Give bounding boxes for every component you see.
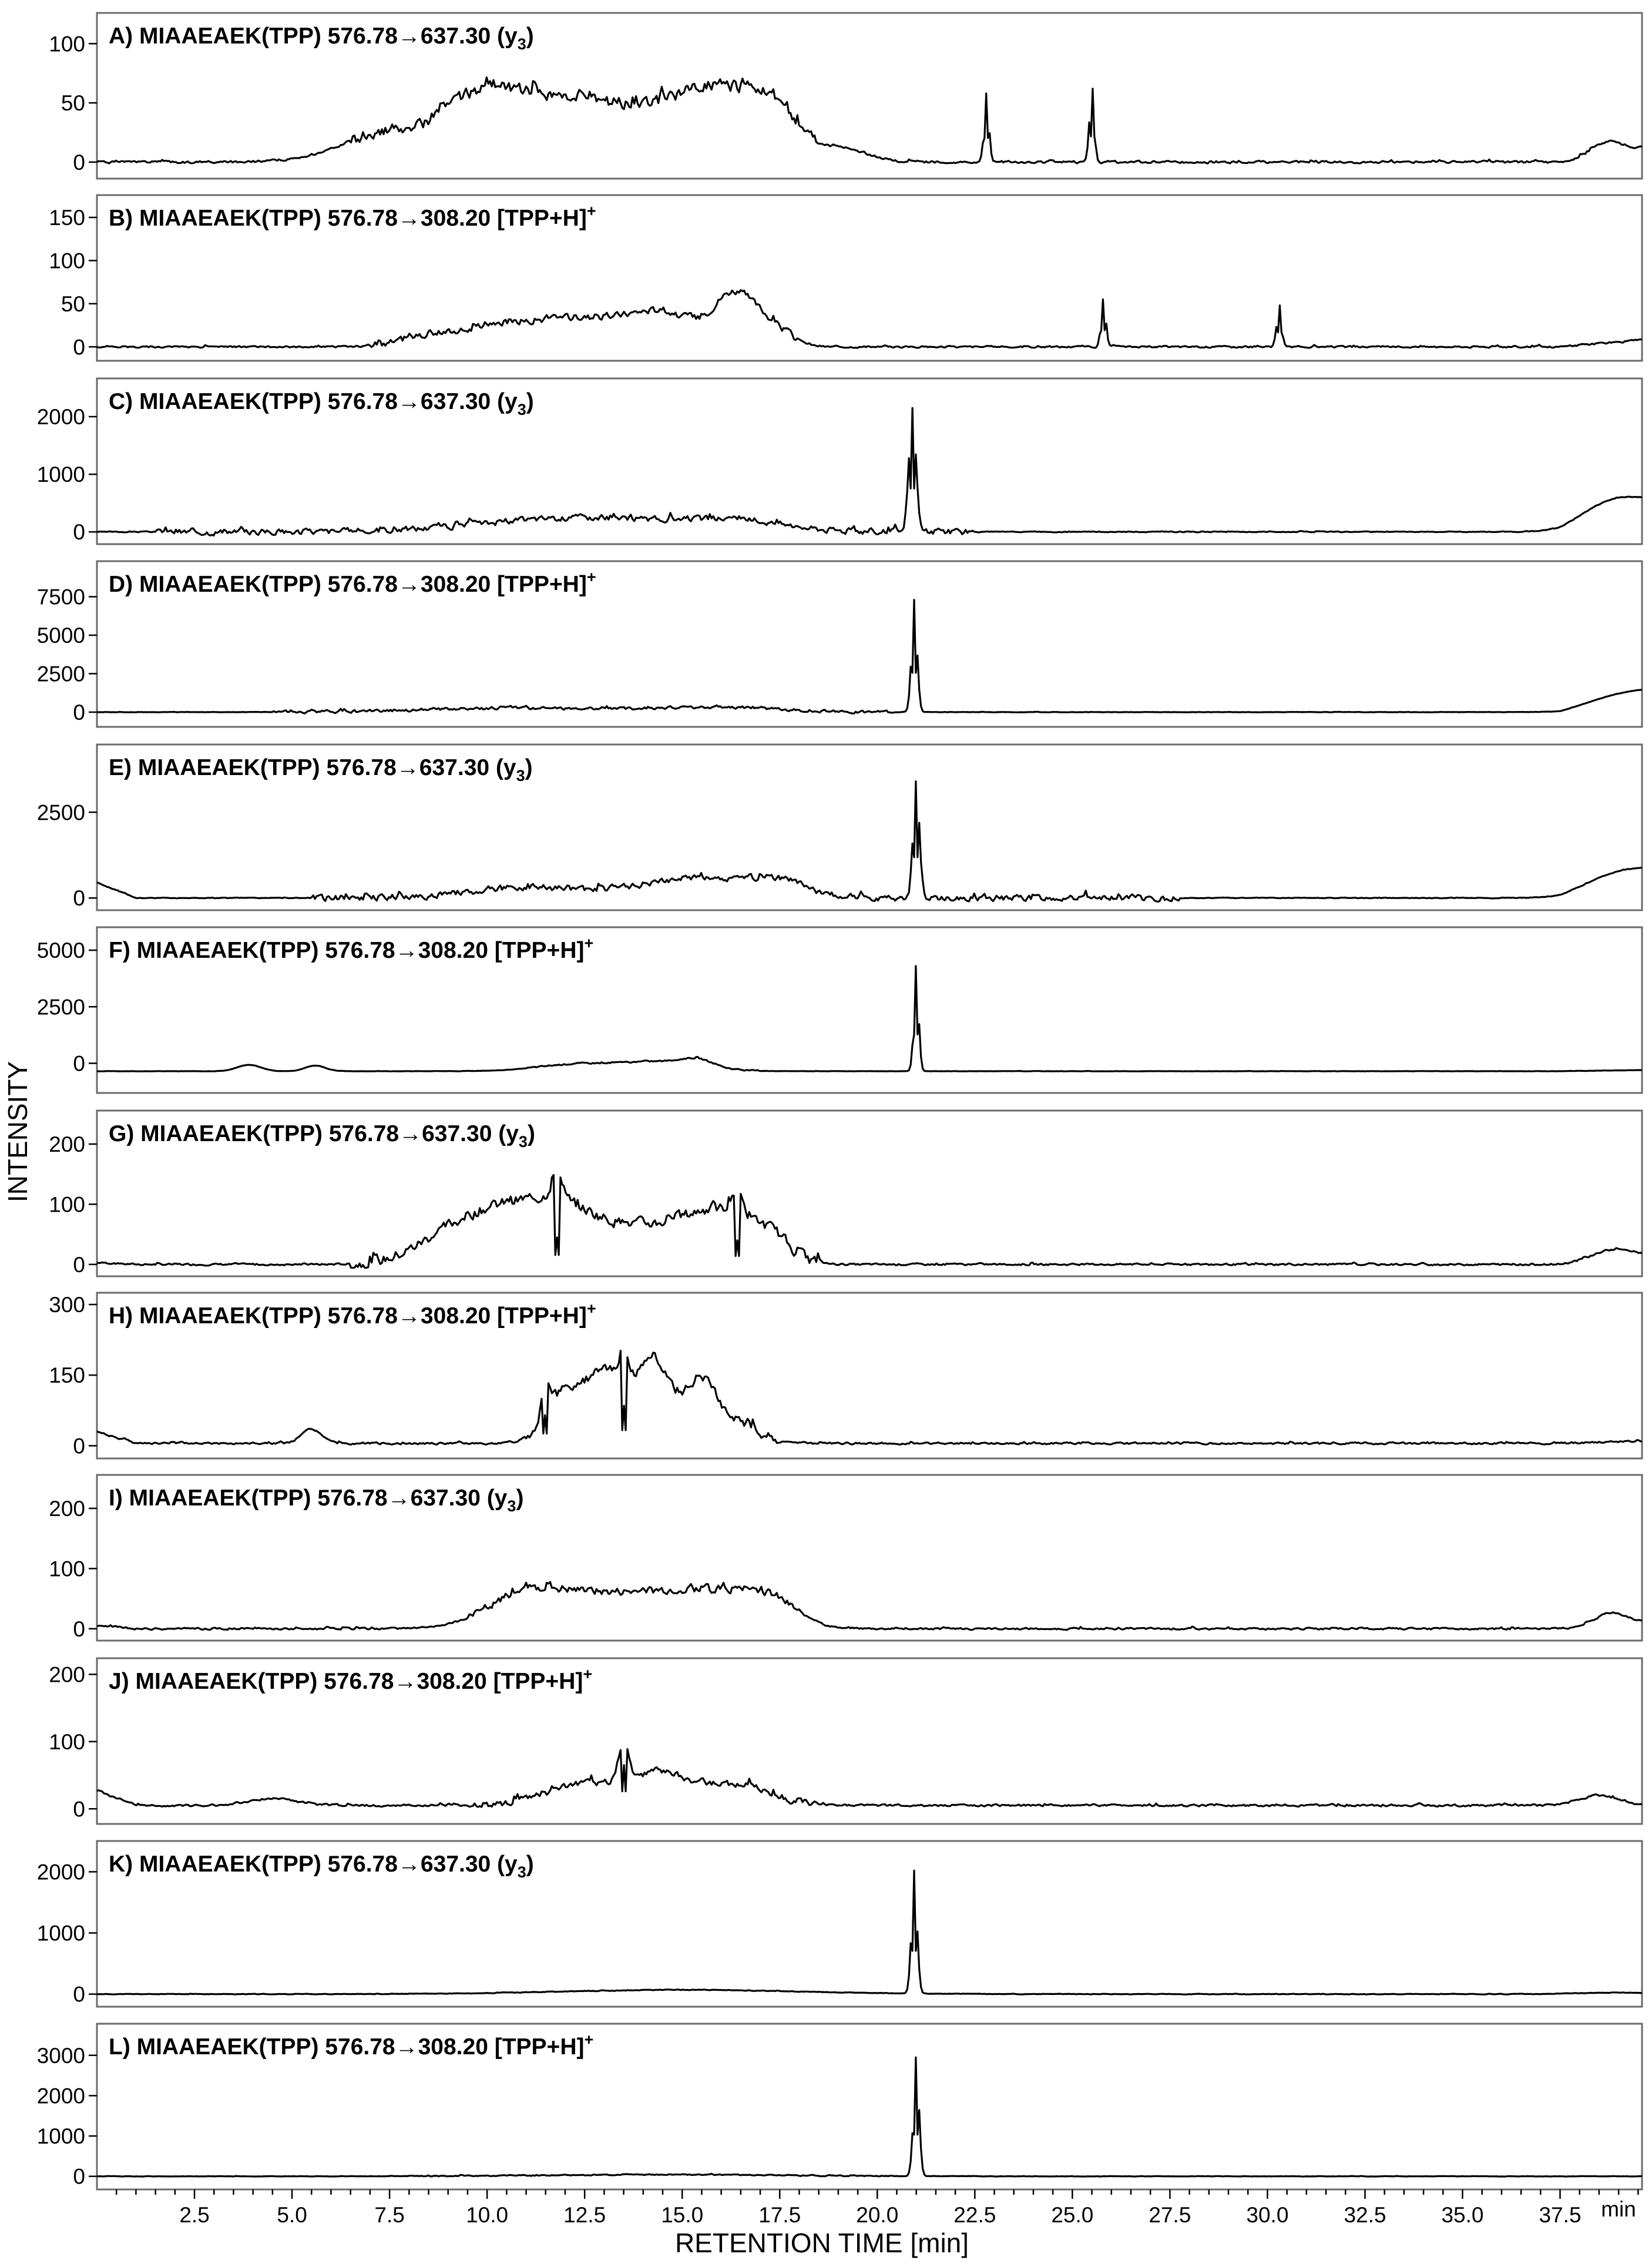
y-tick-label: 0	[73, 1982, 85, 2007]
x-tick-label: 35.0	[1441, 2203, 1484, 2227]
x-tick-label: 30.0	[1246, 2203, 1289, 2227]
y-tick-label: 0	[73, 150, 85, 175]
x-tick-label: 25.0	[1051, 2203, 1094, 2227]
panel-title: L) MIAAEAEK(TPP) 576.78→308.20 [TPP+H]+	[109, 2031, 594, 2060]
panel-d	[37, 561, 1642, 727]
panel-title: K) MIAAEAEK(TPP) 576.78→637.30 $(y_3)$	[109, 1852, 534, 1881]
y-tick-label: 100	[49, 1729, 85, 1754]
panel-i	[49, 1475, 1642, 1641]
panel-title: D) MIAAEAEK(TPP) 576.78→308.20 [TPP+H]+	[109, 568, 596, 597]
y-tick-label: 1000	[36, 2124, 85, 2149]
y-tick-label: 5000	[36, 623, 85, 648]
y-tick-label: 0	[73, 335, 85, 360]
y-axis-title: INTENSITY	[2, 1061, 33, 1203]
panel-title: H) MIAAEAEK(TPP) 576.78→308.20 [TPP+H]+	[109, 1300, 596, 1329]
panel-b	[49, 195, 1642, 361]
x-axis-title: RETENTION TIME [min]	[674, 2228, 969, 2258]
x-tick-label: 20.0	[856, 2203, 899, 2227]
panel-title: E) MIAAEAEK(TPP) 576.78→637.30 $(y_3)$	[109, 755, 533, 784]
panel-h	[49, 1293, 1642, 1458]
panel-c	[37, 378, 1642, 544]
y-tick-label: 300	[49, 1293, 85, 1317]
y-tick-label: 2000	[36, 2084, 85, 2108]
y-tick-label: 0	[73, 700, 85, 725]
y-tick-label: 50	[61, 91, 85, 116]
panel-title: C) MIAAEAEK(TPP) 576.78→637.30 $(y_3)$	[109, 389, 534, 418]
y-tick-label: 3000	[36, 2043, 85, 2068]
y-tick-label: 1000	[36, 462, 85, 487]
y-tick-label: 1000	[36, 1921, 85, 1946]
y-tick-label: 200	[49, 1496, 85, 1521]
y-tick-label: 0	[73, 1051, 85, 1076]
y-tick-label: 100	[49, 32, 85, 56]
x-tick-label: 27.5	[1149, 2203, 1191, 2227]
y-tick-label: 100	[49, 1557, 85, 1581]
panel-j	[49, 1658, 1642, 1824]
chart-panels	[37, 13, 1642, 2189]
x-tick-label: 10.0	[466, 2203, 509, 2227]
y-tick-label: 50	[61, 291, 85, 316]
x-tick-label: 37.5	[1539, 2203, 1582, 2227]
panel-f	[37, 927, 1642, 1093]
x-axis-unit: min	[1601, 2197, 1636, 2221]
y-tick-label: 0	[73, 520, 85, 545]
x-tick-label: 22.5	[953, 2203, 996, 2227]
panel-title: A) MIAAEAEK(TPP) 576.78→637.30 $(y_3)$	[109, 24, 534, 53]
x-tick-label: 32.5	[1344, 2203, 1386, 2227]
x-tick-label: 5.0	[277, 2203, 307, 2227]
y-tick-label: 0	[73, 886, 85, 911]
y-tick-label: 0	[73, 1797, 85, 1822]
y-tick-label: 200	[49, 1662, 85, 1687]
y-tick-label: 5000	[36, 938, 85, 963]
panel-title: G) MIAAEAEK(TPP) 576.78→637.30 $(y_3)$	[109, 1121, 535, 1151]
panel-g	[49, 1111, 1642, 1277]
y-tick-label: 2500	[36, 800, 85, 825]
panel-a	[49, 13, 1642, 179]
panel-title: I) MIAAEAEK(TPP) 576.78→637.30 $(y_3)$	[109, 1485, 524, 1515]
y-tick-label: 150	[49, 1363, 85, 1388]
y-tick-label: 0	[73, 1434, 85, 1458]
y-tick-label: 200	[49, 1132, 85, 1156]
panel-title: F) MIAAEAEK(TPP) 576.78→308.20 [TPP+H]+	[109, 934, 594, 963]
panel-title: B) MIAAEAEK(TPP) 576.78→308.20 [TPP+H]+	[109, 202, 596, 231]
y-tick-label: 0	[73, 1617, 85, 1641]
panel-e	[37, 745, 1642, 910]
y-tick-label: 7500	[36, 585, 85, 609]
x-tick-label: 2.5	[179, 2203, 210, 2227]
x-tick-label: 7.5	[374, 2203, 405, 2227]
x-axis	[116, 2189, 1638, 2227]
y-tick-label: 0	[73, 2164, 85, 2189]
panel-l	[37, 2024, 1642, 2189]
y-tick-label: 0	[73, 1252, 85, 1277]
x-tick-label: 12.5	[563, 2203, 606, 2227]
panel-k	[37, 1841, 1642, 2007]
y-tick-label: 2000	[36, 405, 85, 430]
y-tick-label: 2500	[36, 662, 85, 686]
y-tick-label: 2500	[36, 995, 85, 1020]
panel-title: J) MIAAEAEK(TPP) 576.78→308.20 [TPP+H]+	[109, 1665, 593, 1694]
y-tick-label: 150	[49, 206, 85, 230]
y-tick-label: 2000	[36, 1860, 85, 1884]
x-tick-label: 15.0	[661, 2203, 704, 2227]
x-tick-label: 17.5	[758, 2203, 801, 2227]
y-tick-label: 100	[49, 249, 85, 273]
y-tick-label: 100	[49, 1192, 85, 1217]
